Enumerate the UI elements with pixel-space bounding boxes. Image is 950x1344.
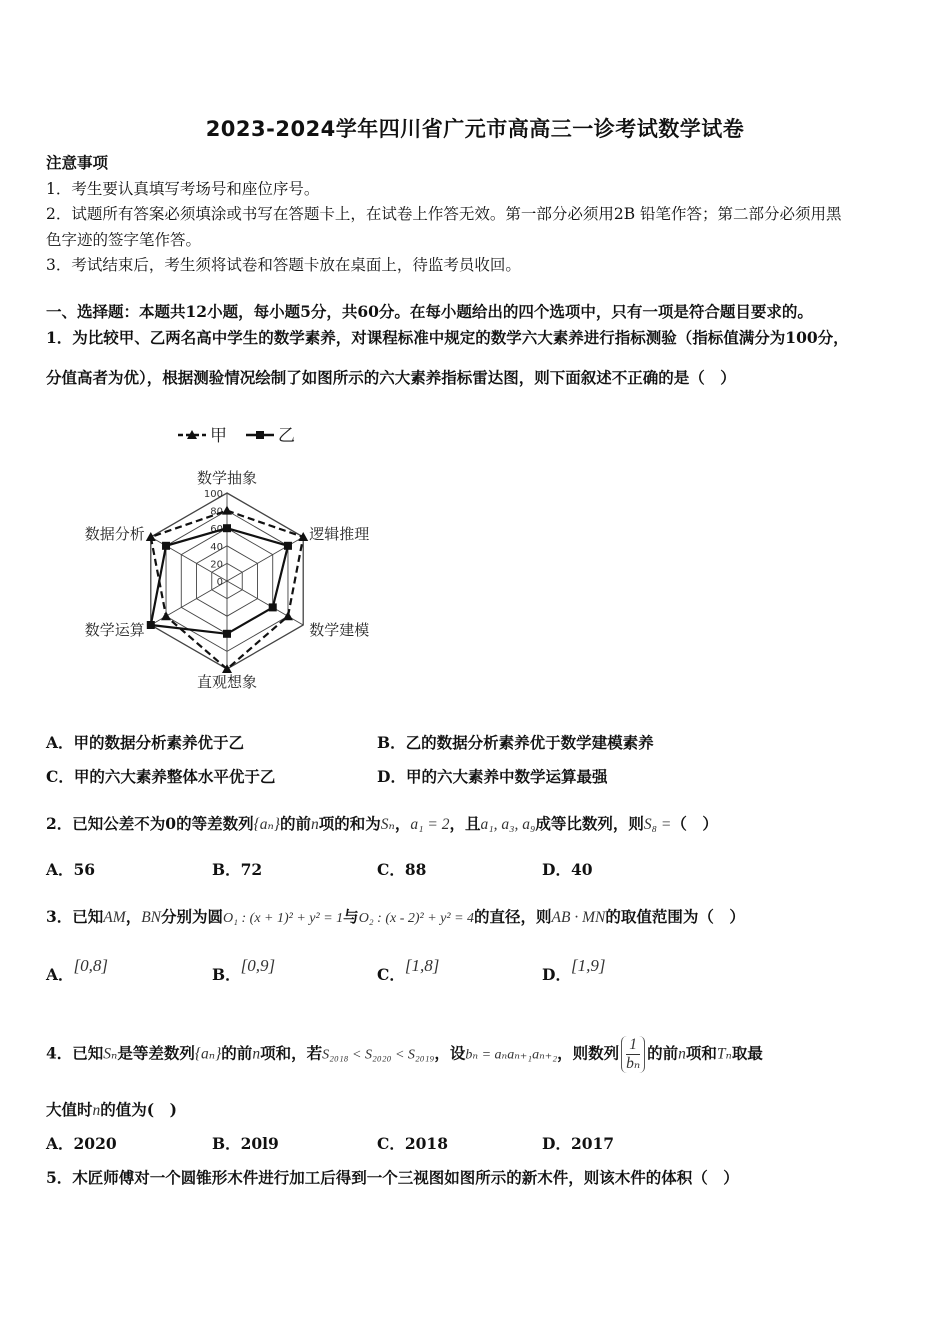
q3-option-label: B． <box>212 965 241 984</box>
radar-tick-label: 60 <box>210 524 223 536</box>
q3-option-value: [1,9] <box>570 956 606 975</box>
radar-category-label: 数学建模 <box>309 621 370 639</box>
q4-stem-line1 <box>46 1036 763 1073</box>
notice-item: 1．考生要认真填写考场号和座位序号。 <box>46 180 320 198</box>
q2-text: 成等比数列，则 <box>535 814 644 833</box>
q3-option-d[interactable] <box>542 956 606 985</box>
radar-point-triangle <box>222 506 232 515</box>
q2-seq: {aₙ} <box>253 816 281 833</box>
radar-category-label: 数学运算 <box>84 621 145 639</box>
q3-text: 的取值范围为（ ） <box>605 907 745 926</box>
q3-text: 与 <box>343 907 359 926</box>
q3-option-value: [0,9] <box>240 956 276 975</box>
radar-tick-label: 20 <box>210 559 223 571</box>
q4-text: 的值为( ) <box>100 1100 177 1119</box>
q2-a1: a₁ = 2 <box>410 816 450 833</box>
q4-text: 的前 <box>221 1043 253 1063</box>
notice-item: 3．考试结束后，考生须将试卷和答题卡放在桌面上，待监考员收回。 <box>46 256 521 274</box>
radar-tick-label: 0 <box>216 577 223 588</box>
q2-sn: Sₙ <box>380 816 395 833</box>
q3-option-value: [0,8] <box>73 956 109 975</box>
q2-text: 的前 <box>280 814 312 833</box>
legend-label: 甲 <box>210 426 227 446</box>
q3-text: ， <box>125 907 142 926</box>
radar-point-square <box>147 621 155 629</box>
q4-bn: bₙ = aₙaₙ₊₁aₙ₊₂ <box>465 1047 558 1063</box>
notice-item: 2．试题所有答案必须填涂或书写在答题卡上，在试卷上作答无效。第一部分必须用2B 铅笔作答；第二部分必须用黑 <box>46 205 842 223</box>
q3-option-label: A． <box>46 965 74 984</box>
q3-option-label: C． <box>377 965 405 984</box>
q3-stem <box>46 905 745 927</box>
section-heading: 一、选择题：本题共12小题，每小题5分，共60分。在每小题给出的四个选项中，只有一项是符合题目要求的。 <box>46 302 813 321</box>
radar-category-label: 逻辑推理 <box>309 525 370 543</box>
radar-tick-label: 80 <box>210 506 223 518</box>
q2-stem <box>46 812 718 834</box>
q4-text: ，则数列 <box>557 1043 620 1063</box>
radar-category-label: 直观想象 <box>196 673 258 691</box>
q3-dot-product: AB · MN <box>551 909 606 926</box>
q3-text: 分别为圆 <box>161 907 224 926</box>
q4-fraction <box>621 1036 645 1073</box>
q2-n: n <box>311 816 319 833</box>
q4-text: 的前 <box>647 1043 679 1063</box>
radar-point-triangle <box>161 611 171 620</box>
legend-label: 乙 <box>278 426 295 446</box>
notice-item: 色字迹的签字笔作答。 <box>46 231 202 249</box>
q2-option-b[interactable]: B．72 <box>212 860 263 879</box>
q4-option-c[interactable]: C．2018 <box>377 1134 448 1153</box>
q4-n: n <box>252 1045 261 1063</box>
q3-circle-o1: O₁ : (x + 1)² + y² = 1 <box>223 911 344 926</box>
q4-text: 项和，若 <box>260 1043 323 1063</box>
q1-option-c[interactable]: C．甲的六大素养整体水平优于乙 <box>46 767 276 786</box>
q4-text: 项和 <box>685 1043 717 1063</box>
radar-category-label: 数学抽象 <box>196 469 258 487</box>
q3-circle-o2: O₂ : (x - 2)² + y² = 4 <box>358 911 475 926</box>
legend-marker-square <box>256 431 264 439</box>
radar-category-label: 数据分析 <box>84 525 145 543</box>
radar-point-triangle <box>146 532 156 541</box>
radar-point-square <box>284 542 292 550</box>
q2-text: 项的和为 <box>318 814 381 833</box>
q3-option-label: D． <box>542 965 571 984</box>
q4-stem-line2 <box>46 1098 177 1120</box>
q4-n3: n <box>92 1102 101 1119</box>
q2-option-d[interactable]: D．40 <box>542 860 593 879</box>
q3-option-c[interactable] <box>377 956 440 985</box>
q1-option-b[interactable]: B．乙的数据分析素养优于数学建模素养 <box>377 733 654 752</box>
q4-frac-den: bₙ <box>626 1055 641 1072</box>
q4-tn: Tₙ <box>716 1045 732 1063</box>
chart-legend <box>178 426 295 446</box>
notice-heading: 注意事项 <box>46 153 109 172</box>
q1-option-a[interactable]: A．甲的数据分析素养优于乙 <box>46 733 245 752</box>
q3-text: 的直径，则 <box>474 907 552 926</box>
q4-sn: Sₙ <box>103 1045 118 1063</box>
q3-text: 3．已知 <box>46 907 104 926</box>
q2-option-a[interactable]: A．56 <box>46 860 96 879</box>
radar-point-square <box>223 630 231 638</box>
q1-option-d[interactable]: D．甲的六大素养中数学运算最强 <box>377 767 608 786</box>
q3-option-a[interactable] <box>46 956 109 985</box>
q3-am: AM <box>103 909 126 926</box>
q4-seq: {aₙ} <box>194 1045 222 1063</box>
q1-stem-line1: 1．为比较甲、乙两名高中学生的数学素养，对课程标准中规定的数学六大素养进行指标测验（指标值满分为100分， <box>46 328 849 347</box>
q2-text: ， <box>394 814 411 833</box>
q2-text: ，且 <box>449 814 481 833</box>
q2-s8: S₈ = <box>643 816 672 833</box>
page-title: 2023-2024学年四川省广元市高高三一诊考试数学试卷 <box>205 117 745 141</box>
q4-text: 4．已知 <box>46 1043 104 1063</box>
q4-option-b[interactable]: B．20l9 <box>212 1134 279 1153</box>
q5-stem: 5．木匠师傅对一个圆锥形木件进行加工后得到一个三视图如图所示的新木件，则该木件的体积（ ） <box>46 1168 739 1187</box>
q4-option-a[interactable]: A．2020 <box>46 1134 117 1153</box>
q1-stem-line2: 分值高者为优），根据测验情况绘制了如图所示的六大素养指标雷达图，则下面叙述不正确的是（ ） <box>46 368 736 387</box>
q4-frac-num: 1 <box>626 1036 640 1055</box>
q4-text: 是等差数列 <box>117 1043 195 1063</box>
q2-a139: a₁, a₃, a₉ <box>480 816 536 833</box>
q2-text: 2．已知公差不为0的等差数列 <box>46 814 254 833</box>
radar-tick-label: 40 <box>210 541 223 553</box>
q4-option-d[interactable]: D．2017 <box>542 1134 615 1153</box>
q4-text: ，设 <box>434 1043 466 1063</box>
radar-point-triangle <box>283 611 293 620</box>
q4-n2: n <box>678 1045 686 1063</box>
radar-point-square <box>223 524 231 532</box>
q2-option-c[interactable]: C．88 <box>377 860 427 879</box>
q4-text: 大值时 <box>46 1100 93 1119</box>
q3-bn: BN <box>141 909 162 926</box>
q4-text: 取最 <box>731 1043 763 1063</box>
radar-point-square <box>269 603 277 611</box>
radar-point-square <box>162 542 170 550</box>
q3-option-b[interactable] <box>212 956 276 985</box>
q4-inequality: S₂₀₁₈ < S₂₀₂₀ < S₂₀₁₉ <box>322 1047 435 1063</box>
q2-text: （ ） <box>671 814 718 833</box>
q3-option-value: [1,8] <box>404 956 440 975</box>
radar-chart <box>60 418 400 708</box>
radar-tick-label: 100 <box>203 489 223 500</box>
